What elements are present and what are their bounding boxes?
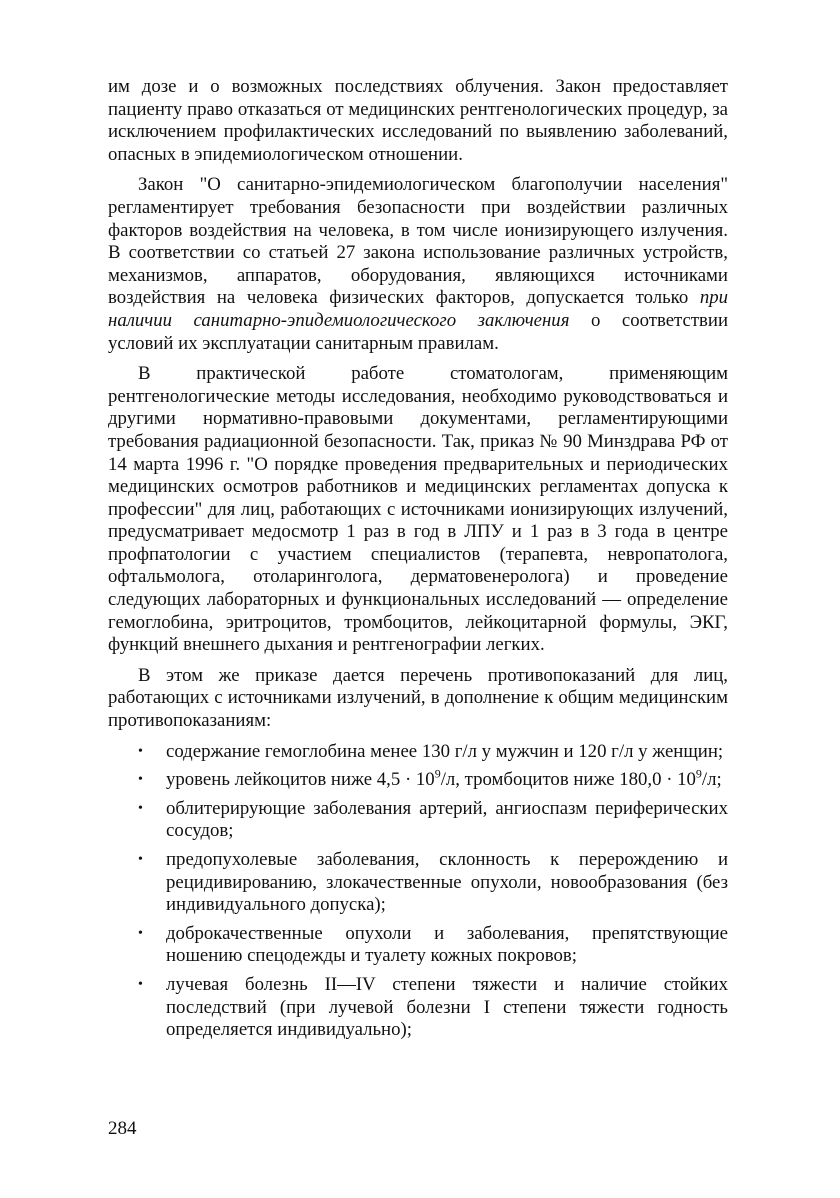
list-item-text: лучевая болезнь II—IV степени тяжести и наличие стойких последствий (при лучевой болезни I степени тяжести годность определяется индивидуально); [166, 973, 728, 1041]
paragraph-1: им дозе и о возможных последствиях облучения. Закон предоставляет пациенту право отказаться от медицинских рентгенологических процедур, за исключением профилактических исследований по выявлению заболеваний, опасных в эпидемиологическом отношении. [108, 76, 728, 165]
paragraph-2-start: Закон "О санитарно-эпидемиологическом благополучии населения" регламентирует требования безопасности при воздействии различных факторов воздействия на человека, в том числе ионизирующего излучения. В соответствии со статьей 27 закона использование различных устройств, механизмов, аппаратов, оборудования, являющихся источниками воздействия на человека физических факторов, допускается только [108, 174, 728, 309]
bullet-icon: • [138, 800, 143, 816]
list-item-text: облитерирующие заболевания артерий, ангиоспазм периферических сосудов; [166, 797, 728, 842]
list-item-text: доброкачественные опухоли и заболевания, препятствующие ношению спецодежды и туалету кожных покровов; [166, 922, 728, 967]
list-item-text: содержание гемоглобина менее 130 г/л у мужчин и 120 г/л у женщин; [166, 740, 724, 762]
paragraph-2 [108, 174, 728, 355]
page-body [108, 76, 728, 1048]
bullet-icon: • [138, 743, 143, 759]
list-item [108, 766, 728, 792]
list-item-text-part: уровень лейкоцитов ниже 4,5 · 10 [166, 769, 435, 791]
contraindications-list [108, 741, 728, 1042]
list-item-text-part: /л, тромбоцитов ниже 180,0 · 10 [440, 769, 696, 791]
paragraph-4: В этом же приказе дается перечень противопоказаний для лиц, работающих с источниками излучений, в дополнение к общим медицинским противопоказаниям: [108, 664, 728, 732]
paragraph-3: В практической работе стоматологам, применяющим рентгенологические методы исследования, необходимо руководствоваться и другими нормативно-правовыми документами, регламентирующими требования радиационной безопасности. Так, приказ № 90 Минздрава РФ от 14 марта 1996 г. "О порядке проведения предварительных и периодических медицинских осмотров работников и медицинских регламентах допуска к профессии" для лиц, работающих с источниками ионизирующих излучений, предусматривает медосмотр 1 раз в год в ЛПУ и 1 раз в 3 года в центре профпатологии с участием специалистов (терапевта, невропатолога, офтальмолога, отоларинголога, дерматовенеролога) и проведение следующих лабораторных и функциональных исследований — определение гемоглобина, эритроцитов, тромбоцитов, лейкоцитарной формулы, ЭКГ, функций внешнего дыхания и рентгенографии легких. [108, 363, 728, 656]
list-item [108, 741, 728, 764]
page-number: 284 [108, 1118, 137, 1139]
bullet-icon: • [138, 976, 143, 992]
list-item-text [166, 766, 722, 791]
bullet-icon: • [138, 772, 143, 788]
list-item-text-part: /л; [701, 769, 722, 791]
bullet-icon: • [138, 852, 143, 867]
list-item-text: предопухолевые заболевания, склонность к перерождению и рецидивированию, злокачественные опухоли, новообразования (без индивидуального допуска); [166, 849, 728, 916]
list-item [108, 798, 728, 843]
bullet-icon: • [138, 925, 143, 941]
exponent: 9 [695, 766, 702, 781]
list-item [108, 974, 728, 1042]
paragraph-2-italic: при наличии санитарно-эпидемиологического заключения [108, 287, 728, 331]
paragraph-2-end: о соответствии условий их эксплуатации санитарным правилам. [108, 309, 728, 354]
list-item [108, 923, 728, 968]
list-item [108, 849, 728, 917]
exponent: 9 [434, 766, 441, 781]
